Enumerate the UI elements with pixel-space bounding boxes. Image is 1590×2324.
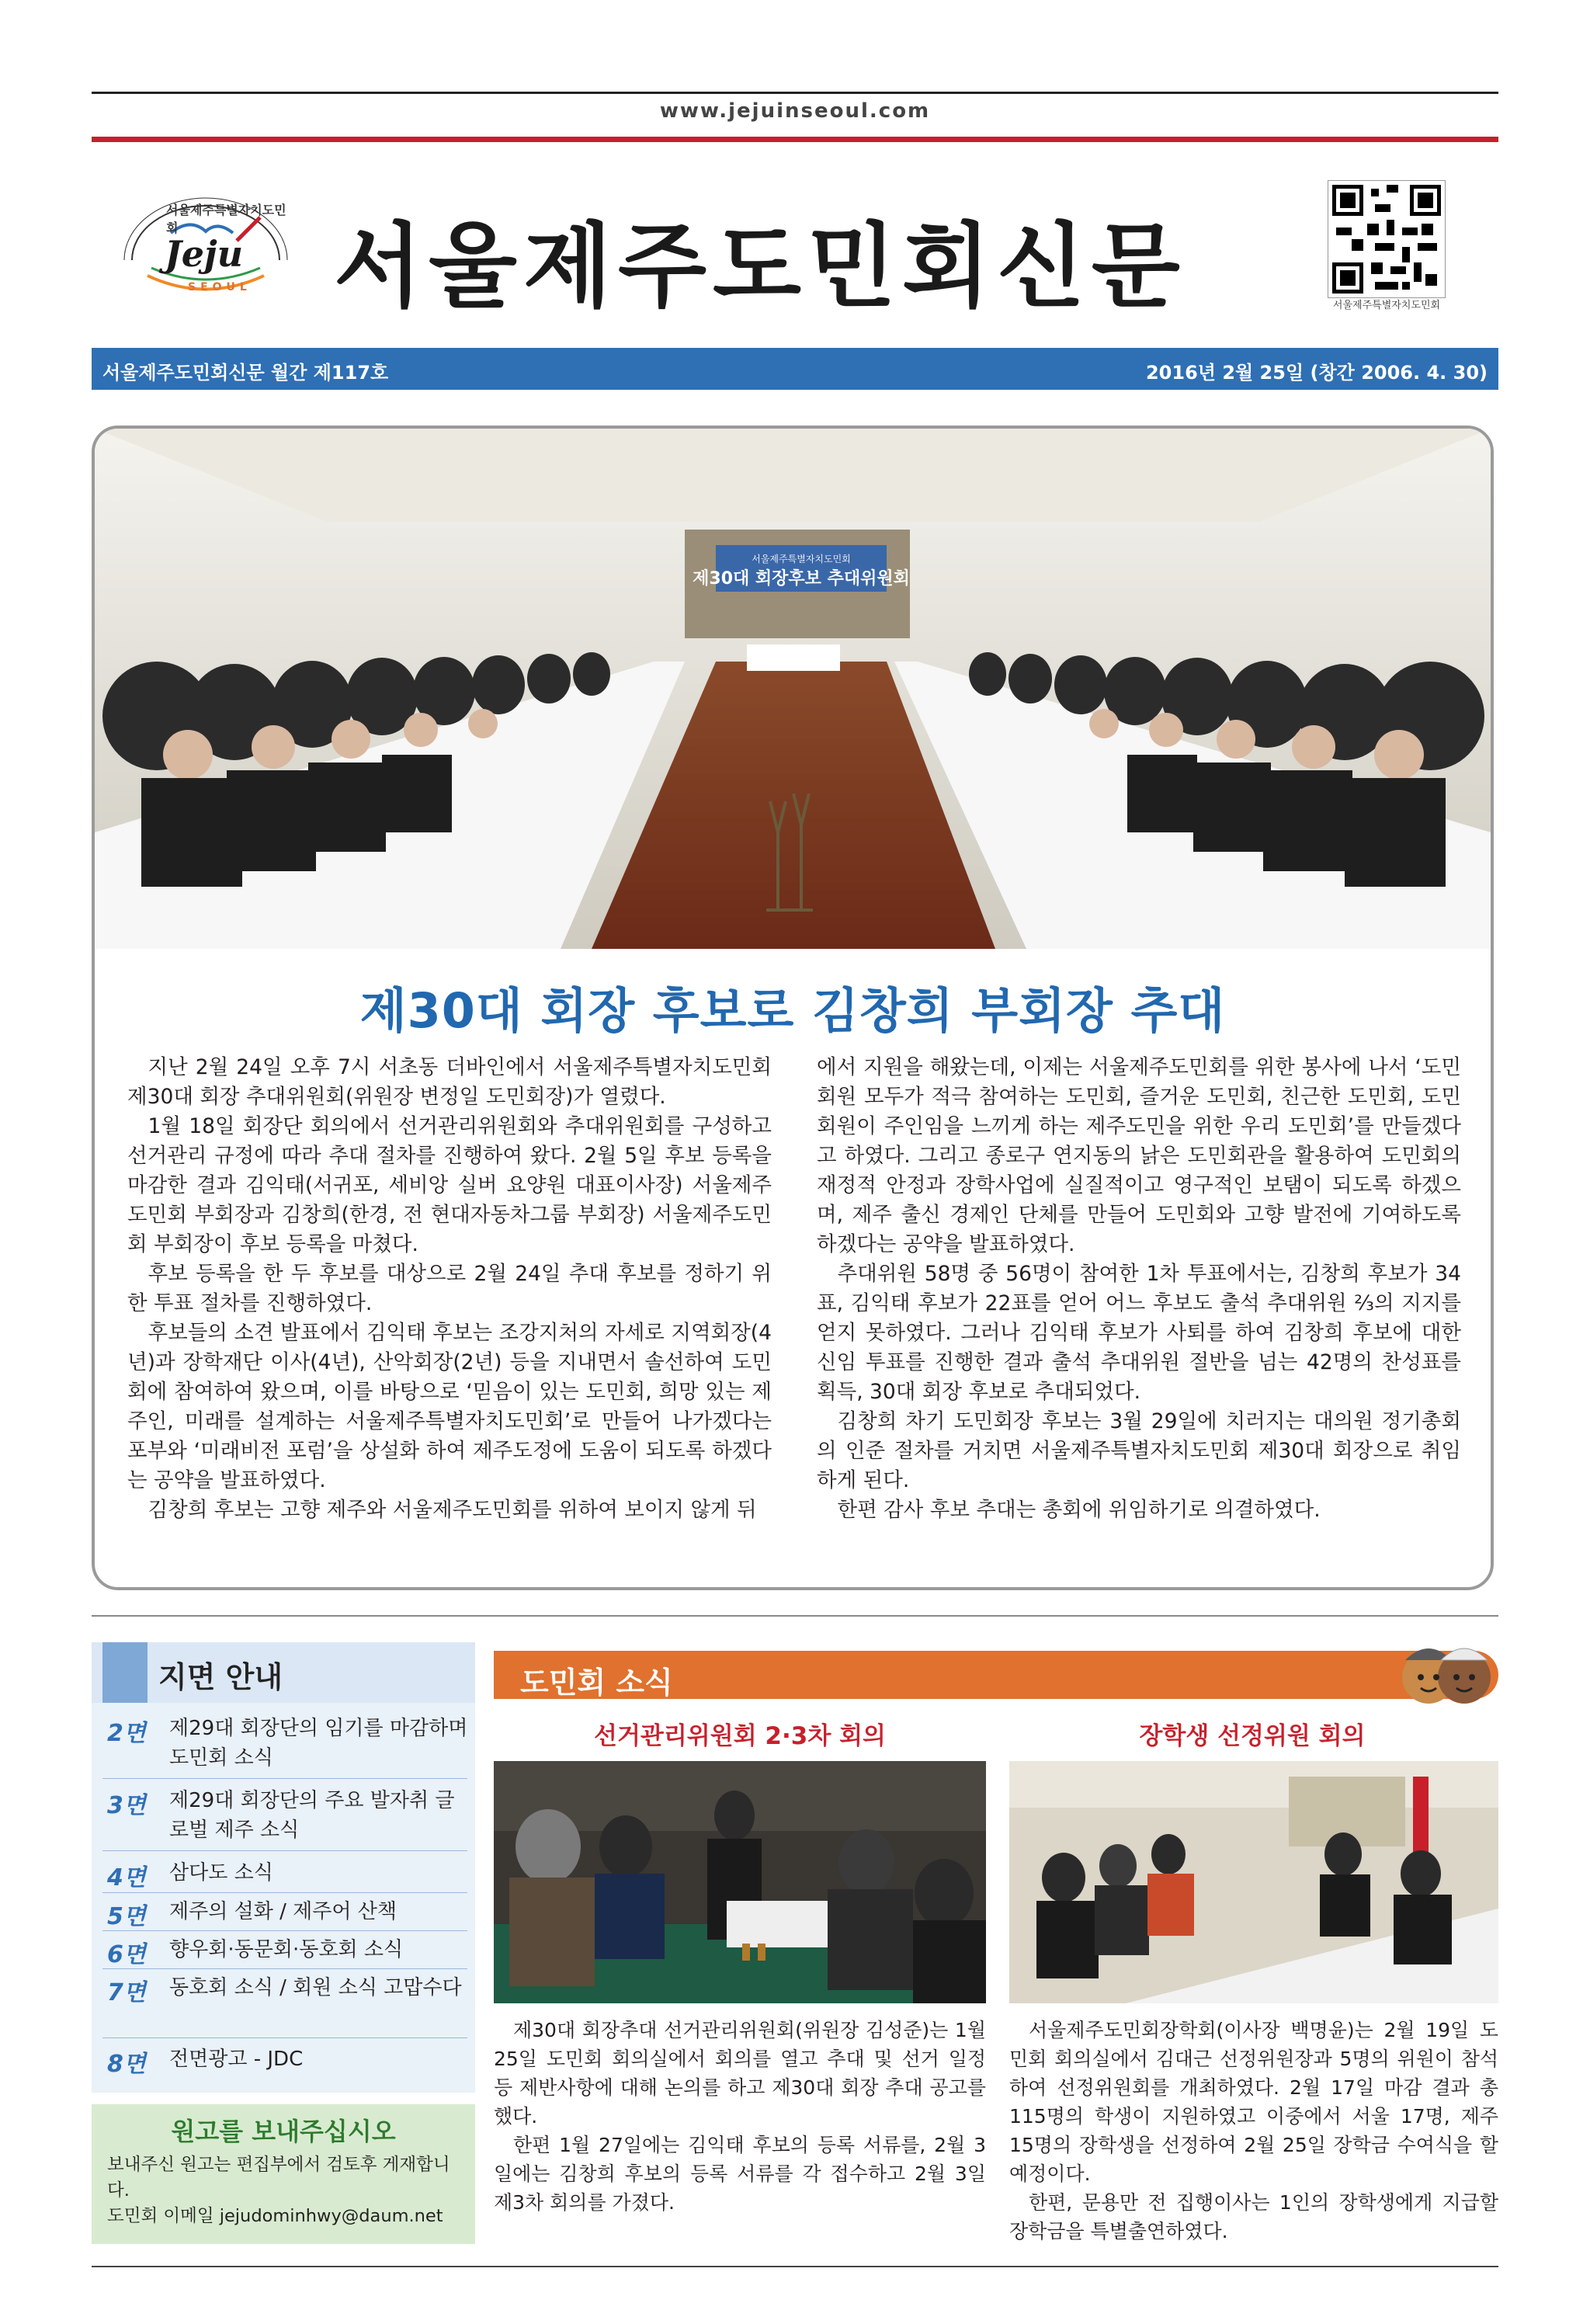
toc-page: 7면 xyxy=(107,1979,146,2006)
article-paragraph: 한편, 문용만 전 집행이사는 1인의 장학생에게 지급할 장학금을 특별출연하였다. xyxy=(1009,2191,1498,2242)
article-title-scholarship: 장학생 선정위원 회의 xyxy=(1139,1722,1366,1750)
top-rule xyxy=(92,92,1498,94)
red-rule xyxy=(92,137,1498,142)
page-guide xyxy=(92,1642,475,2093)
toc-text: 동호회 소식 / 회원 소식 고맙수다 xyxy=(169,1976,462,1999)
logo-sub: SEOUL xyxy=(188,281,252,294)
lead-headline: 제30대 회장 후보로 김창희 부회장 추대 xyxy=(359,982,1226,1039)
section-divider xyxy=(92,1615,1498,1617)
banner-line2: 제30대 회장후보 추대위원회 xyxy=(693,569,910,589)
news-section-title: 도민회 소식 xyxy=(520,1666,673,1700)
logo-word: Jeju xyxy=(165,233,244,275)
scholarship-meeting-photo xyxy=(1009,1761,1498,2003)
toc-page: 4면 xyxy=(107,1864,146,1892)
toc-page: 8면 xyxy=(107,2051,146,2078)
page-guide-title: 지면 안내 xyxy=(158,1660,283,1694)
logo-ring-text: 서울제주특별자치도민회 xyxy=(166,203,286,235)
toc-text: 삼다도 소식 xyxy=(169,1861,273,1885)
site-url[interactable]: www.jejuinseoul.com xyxy=(659,99,931,123)
article-body-scholarship xyxy=(1009,2016,1498,2246)
toc-text: 제29대 회장단의 임기를 마감하며 도민회 소식 xyxy=(169,1717,468,1770)
article-paragraph: 한편 1월 27일에는 김익태 후보의 등록 서류를, 2월 3일에는 김창희 후보의 등록 서류를 각 접수하고 2월 3일 제3차 회의를 가졌다. xyxy=(494,2134,986,2214)
issue-bar xyxy=(92,348,1498,390)
lead-paragraph: 후보 등록을 한 두 후보를 대상으로 2월 24일 추대 후보를 정하기 위한 투표 절차를 진행하였다. xyxy=(127,1262,772,1315)
toc-text: 전면광고 - JDC xyxy=(169,2048,304,2071)
lead-paragraph: 추대위원 58명 중 56명이 참여한 1차 투표에서는, 김창희 후보가 34표, 김익태 후보가 22표를 얻어 어느 후보도 출석 추대위원 ⅔의 지지를 얻지 못하였다. 그러나 김익태 후보가 사퇴를 하여 김창희 후보에 대한 신임 투표를 진행한 결과 출석 추대위원 절반을 넘는 42명의 찬성표를 획득, 30대 회장 후보로 추대되었다. xyxy=(817,1262,1461,1404)
bottom-rule xyxy=(92,2266,1498,2267)
toc-text: 향우회·동문회·동호회 소식 xyxy=(169,1938,404,1961)
meeting-photo xyxy=(95,429,1491,949)
jeju-seoul-logo xyxy=(116,186,295,303)
issue-number: 서울제주도민회신문 월간 제117호 xyxy=(102,362,389,384)
toc-text: 제주의 설화 / 제주어 산책 xyxy=(169,1900,397,1923)
notice-title: 원고를 보내주십시오 xyxy=(171,2117,396,2146)
lead-paragraph: 1월 18일 회장단 회의에서 선거관리위원회와 추대위원회를 구성하고 선거관리 규정에 따라 추대 절차를 진행하여 왔다. 2월 5일 후보 등록을 마감한 결과 김익태(서귀포, 세비앙 실버 요양원 대표이사장) 서울제주도민회 부회장과 김창희(한경, 전 현대자동차그룹 부회장) 서울제주도민회 부회장이 후보 등록을 마쳤다. xyxy=(127,1114,772,1256)
lead-body-right xyxy=(817,1053,1461,1525)
news-section-bar xyxy=(494,1651,1498,1699)
toc-text: 제29대 회장단의 주요 발자취 글로벌 제주 소식 xyxy=(169,1789,455,1842)
page-guide-header xyxy=(92,1642,475,1703)
lead-story xyxy=(92,426,1494,1590)
notice-line: 보내주신 원고는 편집부에서 검토후 게재합니다. xyxy=(107,2155,450,2201)
qr-caption: 서울제주특별자치도민회 xyxy=(1332,300,1441,311)
article-body-election xyxy=(494,2016,986,2217)
lead-paragraph: 김창희 차기 도민회장 후보는 3월 29일에 치러지는 대의원 정기총회의 인준 절차를 거치면 서울제주특별자치도민회 제30대 회장으로 취임하게 된다. xyxy=(817,1409,1461,1492)
lead-paragraph: 김창희 후보는 고향 제주와 서울제주도민회를 위하여 보이지 않게 뒤 xyxy=(148,1498,757,1522)
toc-page: 3면 xyxy=(107,1792,146,1819)
lead-paragraph: 후보들의 소견 발표에서 김익태 후보는 조강지처의 자세로 지역회장(4년)과 장학재단 이사(4년), 산악회장(2년) 등을 지내면서 솔선하여 도민회에 참여하여 왔으며, 이를 바탕으로 ‘믿음이 있는 도민회, 희망 있는 제주인, 미래를 설계하는 서울제주특별자치도민회’로 만들어 나가겠다는 포부와 ‘미래비전 포럼’을 상설화 하여 제주도정에 도움이 되도록 하겠다는 공약을 발표하였다. xyxy=(127,1321,772,1492)
lead-paragraph: 지난 2월 24일 오후 7시 서초동 더바인에서 서울제주특별자치도민회 제30대 회장 추대위원회(위원장 변정일 도민회장)가 열렸다. xyxy=(127,1055,772,1109)
qr-code[interactable] xyxy=(1328,180,1446,298)
lead-paragraph: 에서 지원을 해왔는데, 이제는 서울제주도민회를 위한 봉사에 나서 ‘도민회원 모두가 적극 참여하는 도민회, 즐거운 도민회, 친근한 도민회, 도민회원이 주인임을 느끼게 하는 제주도민을 위한 우리 도민회’를 만들겠다고 하였다. 그리고 종로구 연지동의 낡은 도민회관을 활용하여 도민회의 재정적 안정과 장학사업에 실질적이고 영구적인 보탬이 되도록 하겠으며, 제주 출신 경제인 단체를 만들어 도민회와 고향 발전에 기여하도록 하겠다는 공약을 발표하였다. xyxy=(817,1055,1461,1256)
notice-email[interactable]: 도민회 이메일 jejudominhwy@daum.net xyxy=(107,2206,443,2226)
lead-paragraph: 한편 감사 후보 추대는 총회에 위임하기로 의결하였다. xyxy=(837,1498,1321,1522)
article-paragraph: 제30대 회장추대 선거관리위원회(위원장 김성준)는 1월 25일 도민회 회의실에서 회의를 열고 추대 및 선거 일정 등 제반사항에 대해 논의를 하고 제30대 회장 추대 공고를 했다. xyxy=(494,2019,986,2128)
toc-page: 5면 xyxy=(107,1903,146,1930)
election-meeting-photo xyxy=(494,1761,986,2003)
mascot-icon xyxy=(1390,1629,1498,1714)
lead-body-left xyxy=(127,1053,772,1525)
masthead-title: 서울제주도민회신문 xyxy=(334,212,1186,320)
article-paragraph: 서울제주도민회장학회(이사장 백명윤)는 2월 19일 도민회 회의실에서 김대근 선정위원장과 5명의 위원이 참석하여 선정위원회를 개최하였다. 2월 17일 마감 결과 총 115명의 학생이 지원하였고 이중에서 서울 17명, 제주 15명의 장학생을 선정하여 2월 25일 장학금 수여식을 할 예정이다. xyxy=(1009,2019,1498,2185)
banner-line1: 서울제주특별자치도민회 xyxy=(752,554,851,564)
toc-page: 6면 xyxy=(107,1941,146,1968)
toc-page: 2면 xyxy=(107,1720,146,1747)
article-title-election: 선거관리위원회 2·3차 회의 xyxy=(594,1722,886,1750)
issue-date: 2016년 2월 25일 (창간 2006. 4. 30) xyxy=(1145,362,1488,384)
submission-notice xyxy=(92,2104,475,2244)
